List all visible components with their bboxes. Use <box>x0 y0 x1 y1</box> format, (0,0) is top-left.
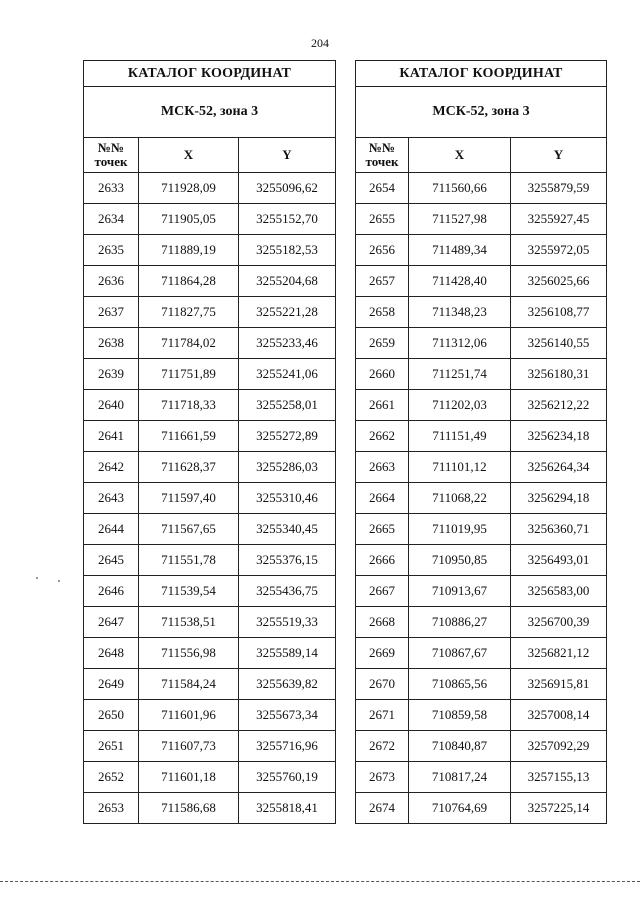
cell-y: 3255376,15 <box>239 545 336 576</box>
header-point-number: №№ точек <box>84 138 139 173</box>
cell-point-number: 2662 <box>356 421 409 452</box>
cell-y: 3255760,19 <box>239 762 336 793</box>
table-row <box>84 762 336 793</box>
cell-point-number: 2663 <box>356 452 409 483</box>
table-row <box>84 421 336 452</box>
cell-point-number: 2657 <box>356 266 409 297</box>
cell-point-number: 2647 <box>84 607 139 638</box>
cell-x: 711628,37 <box>139 452 239 483</box>
cell-point-number: 2668 <box>356 607 409 638</box>
catalog-title: КАТАЛОГ КООРДИНАТ <box>84 61 336 87</box>
cell-point-number: 2660 <box>356 359 409 390</box>
cell-x: 710764,69 <box>409 793 511 824</box>
cell-point-number: 2658 <box>356 297 409 328</box>
cell-y: 3255589,14 <box>239 638 336 669</box>
cell-point-number: 2673 <box>356 762 409 793</box>
header-y: Y <box>239 138 336 173</box>
cell-y: 3257155,13 <box>511 762 607 793</box>
cell-x: 711539,54 <box>139 576 239 607</box>
cell-x: 711556,98 <box>139 638 239 669</box>
cell-y: 3255639,82 <box>239 669 336 700</box>
cell-y: 3255818,41 <box>239 793 336 824</box>
cell-x: 711584,24 <box>139 669 239 700</box>
cell-x: 710950,85 <box>409 545 511 576</box>
cell-y: 3255233,46 <box>239 328 336 359</box>
cell-point-number: 2646 <box>84 576 139 607</box>
table-row <box>84 483 336 514</box>
cell-y: 3255272,89 <box>239 421 336 452</box>
cell-x: 711607,73 <box>139 731 239 762</box>
cell-x: 711151,49 <box>409 421 511 452</box>
cell-x: 711751,89 <box>139 359 239 390</box>
table-row <box>84 669 336 700</box>
cell-point-number: 2644 <box>84 514 139 545</box>
cell-x: 710913,67 <box>409 576 511 607</box>
cell-point-number: 2654 <box>356 173 409 204</box>
cell-y: 3256915,81 <box>511 669 607 700</box>
cell-y: 3256234,18 <box>511 421 607 452</box>
cell-x: 711827,75 <box>139 297 239 328</box>
cell-point-number: 2661 <box>356 390 409 421</box>
cell-point-number: 2650 <box>84 700 139 731</box>
table-row <box>84 514 336 545</box>
cell-x: 711551,78 <box>139 545 239 576</box>
cell-point-number: 2655 <box>356 204 409 235</box>
cell-x: 711905,05 <box>139 204 239 235</box>
cell-x: 710817,24 <box>409 762 511 793</box>
cell-x: 711560,66 <box>409 173 511 204</box>
cell-y: 3256583,00 <box>511 576 607 607</box>
cell-point-number: 2667 <box>356 576 409 607</box>
cell-y: 3257092,29 <box>511 731 607 762</box>
scan-speck <box>36 577 38 579</box>
table-row <box>84 235 336 266</box>
cell-x: 711601,96 <box>139 700 239 731</box>
cell-point-number: 2642 <box>84 452 139 483</box>
cell-x: 711489,34 <box>409 235 511 266</box>
table-row <box>84 359 336 390</box>
cell-point-number: 2669 <box>356 638 409 669</box>
cell-y: 3256025,66 <box>511 266 607 297</box>
cell-point-number: 2637 <box>84 297 139 328</box>
cell-x: 711889,19 <box>139 235 239 266</box>
table-row <box>356 607 607 638</box>
cell-point-number: 2639 <box>84 359 139 390</box>
cell-x: 711068,22 <box>409 483 511 514</box>
bottom-rule <box>0 881 640 882</box>
table-row <box>84 700 336 731</box>
cell-y: 3255519,33 <box>239 607 336 638</box>
table-row <box>84 173 336 204</box>
cell-point-number: 2635 <box>84 235 139 266</box>
cell-point-number: 2653 <box>84 793 139 824</box>
cell-point-number: 2670 <box>356 669 409 700</box>
cell-point-number: 2652 <box>84 762 139 793</box>
table-row <box>356 390 607 421</box>
cell-x: 711019,95 <box>409 514 511 545</box>
cell-point-number: 2634 <box>84 204 139 235</box>
cell-y: 3255716,96 <box>239 731 336 762</box>
table-row <box>356 483 607 514</box>
table-row <box>356 793 607 824</box>
cell-y: 3255673,34 <box>239 700 336 731</box>
cell-point-number: 2641 <box>84 421 139 452</box>
cell-x: 711428,40 <box>409 266 511 297</box>
cell-y: 3257225,14 <box>511 793 607 824</box>
cell-point-number: 2659 <box>356 328 409 359</box>
table-row <box>356 235 607 266</box>
cell-x: 711251,74 <box>409 359 511 390</box>
table-row <box>356 700 607 731</box>
cell-y: 3255927,45 <box>511 204 607 235</box>
coordinate-catalog-right <box>355 60 607 824</box>
cell-y: 3255221,28 <box>239 297 336 328</box>
cell-point-number: 2649 <box>84 669 139 700</box>
cell-x: 711101,12 <box>409 452 511 483</box>
cell-point-number: 2664 <box>356 483 409 514</box>
cell-y: 3255241,06 <box>239 359 336 390</box>
cell-x: 711601,18 <box>139 762 239 793</box>
table-row <box>356 328 607 359</box>
cell-y: 3255310,46 <box>239 483 336 514</box>
cell-y: 3256140,55 <box>511 328 607 359</box>
cell-y: 3256493,01 <box>511 545 607 576</box>
cell-y: 3256700,39 <box>511 607 607 638</box>
cell-x: 711597,40 <box>139 483 239 514</box>
table-row <box>84 328 336 359</box>
cell-point-number: 2672 <box>356 731 409 762</box>
table-row <box>84 731 336 762</box>
cell-x: 711928,09 <box>139 173 239 204</box>
cell-point-number: 2674 <box>356 793 409 824</box>
catalog-title: КАТАЛОГ КООРДИНАТ <box>356 61 607 87</box>
table-row <box>356 204 607 235</box>
table-row <box>84 638 336 669</box>
cell-x: 710886,27 <box>409 607 511 638</box>
cell-x: 710865,56 <box>409 669 511 700</box>
cell-point-number: 2645 <box>84 545 139 576</box>
header-x: X <box>409 138 511 173</box>
cell-point-number: 2648 <box>84 638 139 669</box>
table-row <box>356 669 607 700</box>
cell-y: 3255182,53 <box>239 235 336 266</box>
table-row <box>356 359 607 390</box>
cell-y: 3255340,45 <box>239 514 336 545</box>
cell-x: 711864,28 <box>139 266 239 297</box>
table-row <box>84 607 336 638</box>
table-row <box>84 204 336 235</box>
cell-y: 3255436,75 <box>239 576 336 607</box>
cell-x: 711567,65 <box>139 514 239 545</box>
table-row <box>84 266 336 297</box>
cell-x: 711538,51 <box>139 607 239 638</box>
cell-y: 3256360,71 <box>511 514 607 545</box>
cell-y: 3255286,03 <box>239 452 336 483</box>
cell-point-number: 2666 <box>356 545 409 576</box>
header-point-number: №№ точек <box>356 138 409 173</box>
coordinate-system-zone: МСК-52, зона 3 <box>356 87 607 138</box>
header-x: X <box>139 138 239 173</box>
header-y: Y <box>511 138 607 173</box>
table-row <box>84 452 336 483</box>
table-row <box>84 793 336 824</box>
cell-x: 711718,33 <box>139 390 239 421</box>
cell-x: 710840,87 <box>409 731 511 762</box>
cell-point-number: 2656 <box>356 235 409 266</box>
table-row <box>356 266 607 297</box>
table-row <box>356 421 607 452</box>
cell-y: 3256212,22 <box>511 390 607 421</box>
cell-point-number: 2640 <box>84 390 139 421</box>
cell-point-number: 2643 <box>84 483 139 514</box>
page-number: 204 <box>311 36 329 50</box>
cell-y: 3255879,59 <box>511 173 607 204</box>
cell-x: 710867,67 <box>409 638 511 669</box>
table-row <box>356 297 607 328</box>
table-row <box>84 297 336 328</box>
cell-y: 3256264,34 <box>511 452 607 483</box>
scan-speck <box>58 580 60 582</box>
table-row <box>84 545 336 576</box>
cell-y: 3257008,14 <box>511 700 607 731</box>
cell-point-number: 2638 <box>84 328 139 359</box>
cell-x: 711586,68 <box>139 793 239 824</box>
cell-y: 3255152,70 <box>239 204 336 235</box>
table-row <box>356 731 607 762</box>
table-row <box>84 390 336 421</box>
coordinate-catalog-left <box>83 60 336 824</box>
cell-y: 3256108,77 <box>511 297 607 328</box>
cell-y: 3256294,18 <box>511 483 607 514</box>
cell-x: 711527,98 <box>409 204 511 235</box>
table-row <box>84 576 336 607</box>
cell-x: 711312,06 <box>409 328 511 359</box>
table-row <box>356 173 607 204</box>
cell-point-number: 2633 <box>84 173 139 204</box>
table-row <box>356 638 607 669</box>
coordinate-system-zone: МСК-52, зона 3 <box>84 87 336 138</box>
table-row <box>356 545 607 576</box>
table-row <box>356 576 607 607</box>
cell-x: 711784,02 <box>139 328 239 359</box>
cell-y: 3255258,01 <box>239 390 336 421</box>
cell-y: 3255972,05 <box>511 235 607 266</box>
cell-point-number: 2665 <box>356 514 409 545</box>
cell-point-number: 2671 <box>356 700 409 731</box>
cell-y: 3256821,12 <box>511 638 607 669</box>
cell-x: 711661,59 <box>139 421 239 452</box>
table-row <box>356 452 607 483</box>
cell-y: 3255096,62 <box>239 173 336 204</box>
cell-point-number: 2651 <box>84 731 139 762</box>
table-row <box>356 514 607 545</box>
cell-x: 710859,58 <box>409 700 511 731</box>
table-row <box>356 762 607 793</box>
cell-point-number: 2636 <box>84 266 139 297</box>
cell-y: 3256180,31 <box>511 359 607 390</box>
cell-y: 3255204,68 <box>239 266 336 297</box>
cell-x: 711348,23 <box>409 297 511 328</box>
cell-x: 711202,03 <box>409 390 511 421</box>
